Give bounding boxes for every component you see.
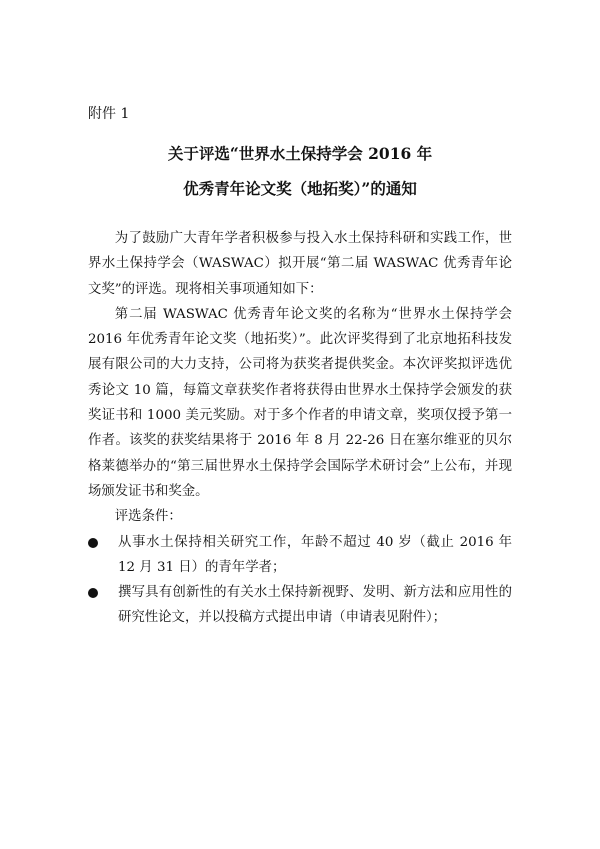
criteria-item-text: 撰写具有创新性的有关水土保持新视野、发明、新方法和应用性的研究性论文，并以投稿方式提出申请（申请表见附件）； xyxy=(118,585,512,626)
notice-title-line-2: 优秀青年论文奖（地拓奖）”的通知 xyxy=(183,179,417,198)
intro-paragraph: 为了鼓励广大青年学者积极参与投入水土保持科研和实践工作，世界水土保持学会（WASWAC）拟开展“第二届 WASWAC 优秀青年论文奖”的评选。现将相关事项通知如下： xyxy=(88,231,512,297)
criteria-item-age xyxy=(88,530,512,581)
notice-body xyxy=(88,226,512,631)
criteria-heading: 评选条件： xyxy=(114,509,182,525)
criteria-item-text: 从事水土保持相关研究工作，年龄不超过 40 岁（截止 2016 年 12 月 31 日）的青年学者； xyxy=(118,534,512,575)
attachment-label: 附件 1 xyxy=(88,106,130,122)
bullet-icon xyxy=(88,588,98,598)
notice-title-line-1: 关于评选“世界水土保持学会 2016 年 xyxy=(167,144,433,163)
bullet-icon xyxy=(88,538,98,548)
criteria-list xyxy=(88,530,512,631)
criteria-item-paper xyxy=(88,580,512,631)
award-details-paragraph: 第二届 WASWAC 优秀青年论文奖的名称为“世界水土保持学会 2016 年优秀青年论文奖（地拓奖）”。此次评奖得到了北京地拓科技发展有限公司的大力支持，公司将为获奖者提供奖金。本次评奖拟评选优秀论文 10 篇，每篇文章获奖作者将获得由世界水土保持学会颁发的获奖证书和 1000 美元奖励。对于多个作者的申请文章，奖项仅授予第一作者。该奖的获奖结果将于 2016 年 8 月 22-26 日在塞尔维亚的贝尔格莱德举办的“第三届世界水土保持学会国际学术研讨会”上公布，并现场颁发证书和奖金。 xyxy=(88,306,512,499)
